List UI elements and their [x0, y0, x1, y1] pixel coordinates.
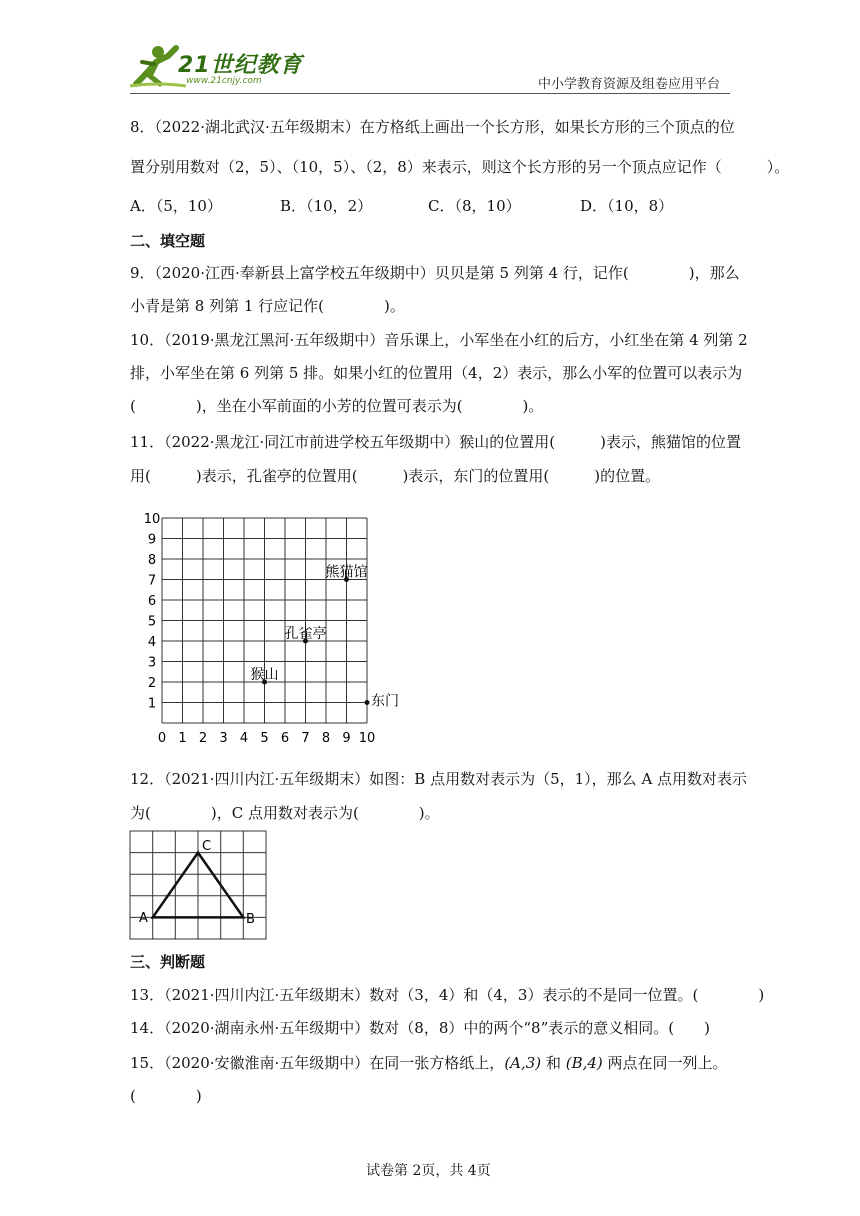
question-8-option-a: A．（5，10）	[130, 197, 222, 215]
map-grid-figure	[130, 505, 430, 750]
logo-url-text: www.21cnjy.com	[186, 76, 262, 86]
x-tick-label: 3	[219, 731, 228, 746]
map-point-label: 熊猫馆	[325, 564, 368, 581]
header-divider	[130, 93, 730, 94]
x-tick-label: 8	[321, 731, 331, 746]
y-tick-label: 5	[147, 614, 157, 630]
section-2-title: 二、填空题	[130, 232, 206, 250]
point-b-label: B	[246, 912, 255, 927]
question-15-text-b: 两点在同一列上。	[602, 1054, 728, 1072]
map-point-label: 孔雀亭	[284, 626, 327, 642]
question-8-option-b: B．（10，2）	[280, 197, 373, 215]
y-tick-label: 10	[143, 512, 161, 527]
question-10-line-2: 排，小军坐在第 6 列第 5 排。如果小红的位置用（4，2）表示，那么小军的位置可以表示为	[130, 364, 743, 382]
map-point	[365, 700, 370, 705]
platform-name: 中小学教育资源及组卷应用平台	[538, 77, 721, 92]
x-tick-label: 1	[178, 731, 187, 746]
section-3-title: 三、判断题	[130, 953, 206, 971]
question-11-line-2: 用( )表示，孔雀亭的位置用( )表示，东门的位置用( )的位置。	[130, 467, 661, 485]
question-11-line-1: 11．（2022·黑龙江·同江市前进学校五年级期中）猴山的位置用( )表示，熊猫馆的位置	[130, 433, 742, 451]
x-tick-label: 10	[358, 731, 376, 746]
question-10-line-3: ( )，坐在小军前面的小芳的位置可表示为( )。	[130, 397, 544, 415]
x-tick-label: 5	[260, 731, 269, 746]
x-tick-label: 0	[157, 731, 167, 746]
question-8-option-c: C．（8，10）	[428, 197, 521, 215]
question-15-and: 和	[541, 1054, 566, 1072]
y-tick-label: 6	[147, 594, 157, 609]
logo	[128, 42, 328, 92]
y-tick-label: 3	[147, 655, 157, 671]
point-c-label: C	[202, 839, 212, 854]
pair-b4: (B,4)	[565, 1054, 603, 1072]
point-a-label: A	[139, 911, 148, 926]
question-15-text-a: 15．（2020·安徽淮南·五年级期中）在同一张方格纸上，	[130, 1054, 505, 1072]
map-point-label: 东门	[371, 693, 399, 710]
x-tick-label: 7	[301, 731, 310, 746]
question-9-line-2: 小青是第 8 列第 1 行应记作( )。	[130, 297, 405, 315]
y-tick-label: 7	[147, 573, 157, 589]
question-15-line-2: ( )	[130, 1087, 202, 1105]
x-tick-label: 4	[239, 731, 249, 746]
triangle-grid-figure	[128, 829, 268, 941]
question-8-option-d: D．（10，8）	[580, 197, 674, 215]
question-14: 14．（2020·湖南永州·五年级期中）数对（8，8）中的两个“8”表示的意义相同。( )	[130, 1019, 710, 1037]
map-point-label: 猴山	[250, 667, 279, 683]
y-tick-label: 4	[147, 635, 157, 650]
y-tick-label: 2	[147, 676, 157, 691]
question-8-line-2: 置分别用数对（2，5）、（10，5）、（2，8）来表示，则这个长方形的另一个顶点应记作（ ）。	[130, 158, 790, 176]
x-tick-label: 2	[198, 731, 208, 746]
page-footer: 试卷第 2页，共 4页	[366, 1163, 491, 1179]
pair-a3: (A,3)	[504, 1054, 542, 1072]
question-15-line-1	[130, 1053, 728, 1073]
y-tick-label: 8	[147, 553, 157, 568]
question-12-line-1: 12．（2021·四川内江·五年级期末）如图：B 点用数对表示为（5，1），那么 A 点用数对表示	[130, 770, 748, 788]
question-8-line-1: 8．（2022·湖北武汉·五年级期末）在方格纸上画出一个长方形，如果长方形的三个顶点的位	[130, 118, 735, 136]
y-tick-label: 9	[147, 532, 157, 548]
question-12-line-2: 为( )，C 点用数对表示为( )。	[130, 804, 440, 822]
question-9-line-1: 9．（2020·江西·奉新县上富学校五年级期中）贝贝是第 5 列第 4 行，记作( )，那么	[130, 264, 740, 282]
x-tick-label: 9	[342, 731, 351, 746]
logo-main-text: 21世纪教育	[178, 53, 303, 78]
y-tick-label: 1	[147, 696, 157, 712]
question-10-line-1: 10．（2019·黑龙江黑河·五年级期中）音乐课上，小军坐在小红的后方，小红坐在第 4 列第 2	[130, 331, 748, 349]
x-tick-label: 6	[280, 731, 290, 746]
question-13: 13．（2021·四川内江·五年级期末）数对（3，4）和（4，3）表示的不是同一位置。( )	[130, 986, 765, 1004]
